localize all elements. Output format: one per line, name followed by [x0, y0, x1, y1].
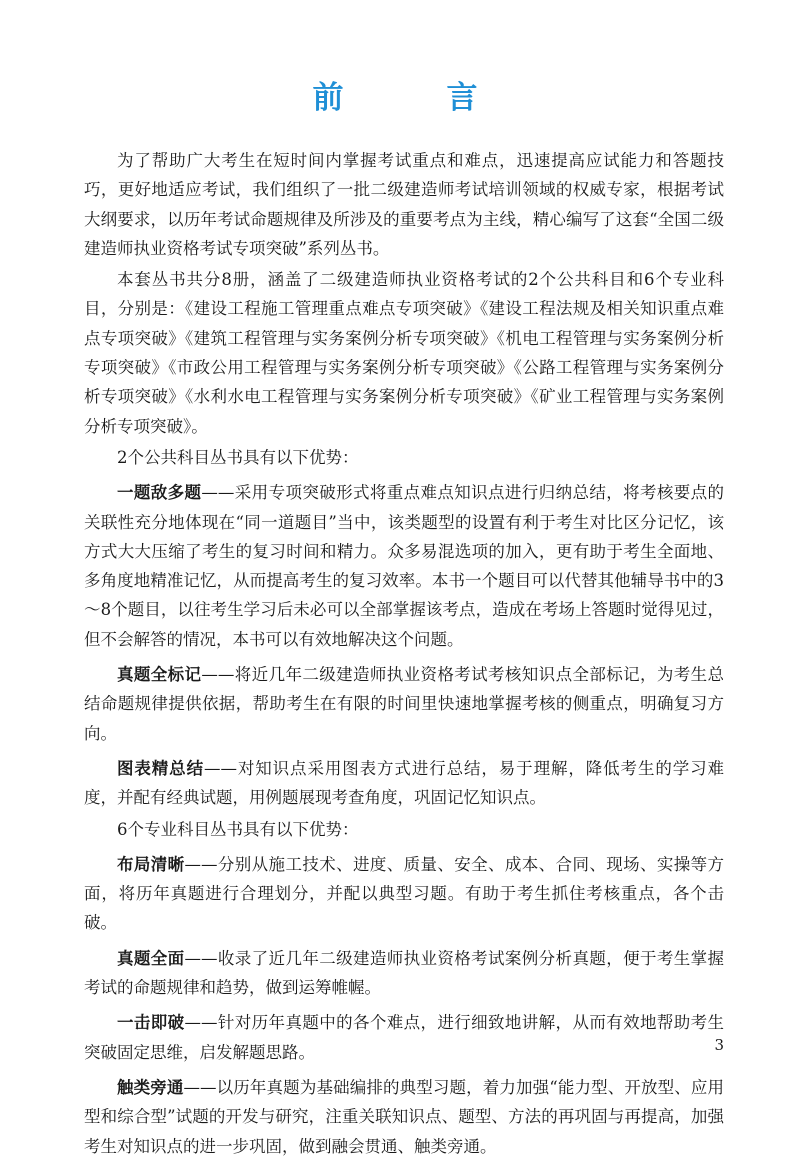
advantage-term: 图表精总结	[117, 758, 204, 778]
page-title: 前 言	[312, 80, 514, 116]
advantage-term: 真题全标记	[117, 665, 202, 685]
intro-paragraph-2: 本套丛书共分8册，涵盖了二级建造师执业资格考试的2个公共科目和6个专业科目，分别是：《建设工程施工管理重点难点专项突破》《建设工程法规及相关知识重点难点专项突破》《建筑工程管理与实务案例分析专项突破》《机电工程管理与实务案例分析专项突破》《市政公用工程管理与实务案例分析专项突破》《公路工程管理与实务案例分析专项突破》《水利水电工程管理与实务案例分析专项突破》《矿业工程管理与实务案例分析专项突破》。	[84, 270, 724, 436]
page-number: 3	[714, 1036, 724, 1054]
advantage-text: ——针对历年真题中的各个难点，进行细致地讲解，从而有效地帮助考生突破固定思维，启发解题思路。	[84, 1013, 725, 1062]
advantage-text: ——收录了近几年二级建造师执业资格考试案例分析真题，便于考生掌握考试的命题规律和趋势，做到运筹帷幄。	[84, 948, 725, 998]
professional-advantage-3	[84, 1008, 724, 1067]
advantage-text: ——对知识点采用图表方式进行总结，易于理解，降低考生的学习难度，并配有经典试题，用例题展现考查角度，巩固记忆知识点。	[84, 758, 725, 808]
advantage-text: ——分别从施工技术、进度、质量、安全、成本、合同、现场、实操等方面，将历年真题进行合理划分，并配以典型习题。有助于考生抓住考核重点，各个击破。	[84, 854, 725, 933]
advantage-term: 布局清晰	[117, 854, 185, 874]
professional-subjects-heading: 6个专业科目丛书具有以下优势：	[117, 819, 359, 839]
public-subjects-heading: 2个公共科目丛书具有以下优势：	[117, 447, 359, 467]
public-advantage-2	[84, 660, 724, 748]
advantage-text: ——将近几年二级建造师执业资格考试考核知识点全部标记，为考生总结命题规律提供依据，帮助考生在有限的时间里快速地掌握考核的侧重点，明确复习方向。	[84, 665, 725, 743]
advantage-term: 一击即破	[117, 1013, 185, 1033]
preface-body	[84, 146, 724, 1163]
professional-advantage-4	[84, 1073, 724, 1161]
public-advantage-3	[84, 754, 724, 813]
advantage-term: 一题敌多题	[117, 483, 202, 503]
professional-advantage-2	[84, 944, 724, 1003]
advantage-text: ——采用专项突破形式将重点难点知识点进行归纳总结，将考核要点的关联性充分地体现在“同一道题目”当中，该类题型的设置有利于考生对比区分记忆，该方式大大压缩了考生的复习时间和精力。众多易混选项的加入，更有助于考生全面地、多角度地精准记忆，从而提高考生的复习效率。本书一个题目可以代替其他辅导书中的3～8个题目，以往考生学习后未必可以全部掌握该考点，造成在考场上答题时觉得见过，但不会解答的情况，本书可以有效地解决这个问题。	[84, 483, 725, 649]
professional-advantage-1	[84, 850, 724, 938]
advantage-text: ——以历年真题为基础编排的典型习题，着力加强“能力型、开放型、应用型和综合型”试题的开发与研究，注重关联知识点、题型、方法的再巩固与再提高，加强考生对知识点的进一步巩固，做到融会贯通、触类旁通。	[84, 1077, 725, 1156]
intro-paragraph-1: 为了帮助广大考生在短时间内掌握考试重点和难点，迅速提高应试能力和答题技巧，更好地适应考试，我们组织了一批二级建造师考试培训领域的权威专家，根据考试大纲要求，以历年考试命题规律及所涉及的重要考点为主线，精心编写了这套“全国二级建造师执业资格考试专项突破”系列丛书。	[84, 151, 724, 258]
public-advantage-1	[84, 478, 724, 654]
advantage-term: 真题全面	[117, 948, 185, 968]
advantage-term: 触类旁通	[117, 1077, 184, 1097]
